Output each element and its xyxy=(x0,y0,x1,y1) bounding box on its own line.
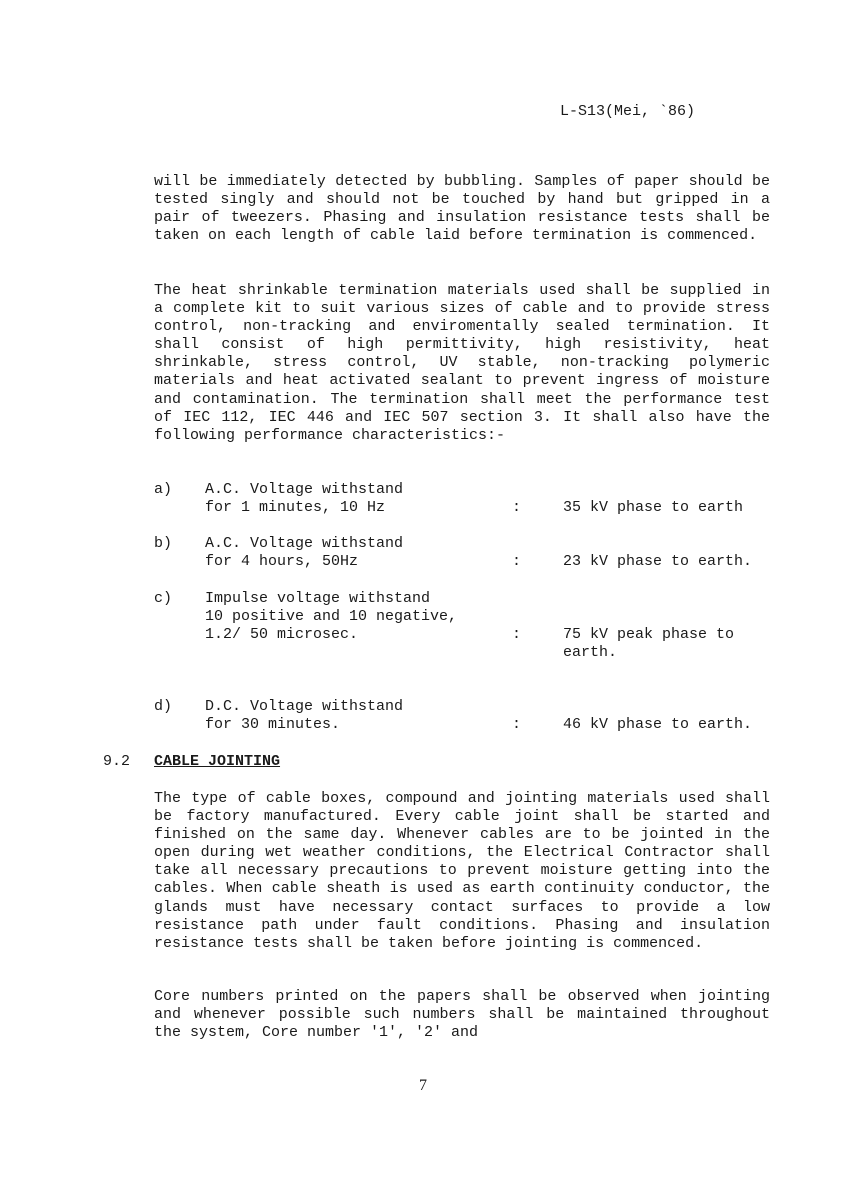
item-description: Impulse voltage withstand 10 positive and 10 negative, 1.2/ 50 microsec. xyxy=(205,590,458,644)
item-letter: d) xyxy=(154,698,173,715)
item-value: 46 kV phase to earth. xyxy=(563,716,753,733)
paragraph-heat-shrinkable: The heat shrinkable termination materials used shall be supplied in a complete kit to suit various sizes of cable and to provide stress control, non-tracking and enviromentally sealed termination. It shall consist of high permittivity, high resistivity, heat shrinkable, stress control, UV stable, non-tracking polymeric materials and heat activated sealant to prevent ingress of moisture and contamination. The termination shall meet the performance test of IEC 112, IEC 446 and IEC 507 section 3. It shall also have the following performance characteristics:- xyxy=(154,282,770,444)
item-letter: c) xyxy=(154,590,173,607)
item-description: A.C. Voltage withstand for 1 minutes, 10 Hz xyxy=(205,481,404,517)
item-value: 35 kV phase to earth xyxy=(563,499,744,516)
item-colon: : xyxy=(512,716,522,733)
item-colon: : xyxy=(512,626,522,643)
item-description: D.C. Voltage withstand for 30 minutes. xyxy=(205,698,404,734)
item-letter: a) xyxy=(154,481,173,498)
page-number: 7 xyxy=(419,1077,427,1094)
document-reference: L-S13(Mei, `86) xyxy=(560,103,696,120)
paragraph-paper-testing: will be immediately detected by bubbling. Samples of paper should be tested singly and should not be touched by hand but gripped in a pair of tweezers. Phasing and insulation resistance tests shall be taken on each length of cable laid before termination is commenced. xyxy=(154,173,770,245)
paragraph-core-numbers: Core numbers printed on the papers shall be observed when jointing and whenever possible such numbers shall be maintained throughout the system, Core number '1', '2' and xyxy=(154,988,770,1042)
paragraph-cable-jointing: The type of cable boxes, compound and jointing materials used shall be factory manufactured. Every cable joint shall be started and finished on the same day. Whenever cables are to be jointed in the open during wet weather conditions, the Electrical Contractor shall take all necessary precautions to prevent moisture getting into the cables. When cable sheath is used as earth continuity conductor, the glands must have necessary contact surfaces to provide a low resistance path under fault conditions. Phasing and insulation resistance tests shall be taken before jointing is commenced. xyxy=(154,790,770,952)
section-title: CABLE JOINTING xyxy=(154,753,281,770)
item-colon: : xyxy=(512,553,522,570)
section-number: 9.2 xyxy=(103,753,131,770)
item-letter: b) xyxy=(154,535,173,552)
item-description: A.C. Voltage withstand for 4 hours, 50Hz xyxy=(205,535,404,571)
item-value: 23 kV phase to earth. xyxy=(563,553,753,570)
item-value: 75 kV peak phase to earth. xyxy=(563,626,735,662)
item-colon: : xyxy=(512,499,522,516)
